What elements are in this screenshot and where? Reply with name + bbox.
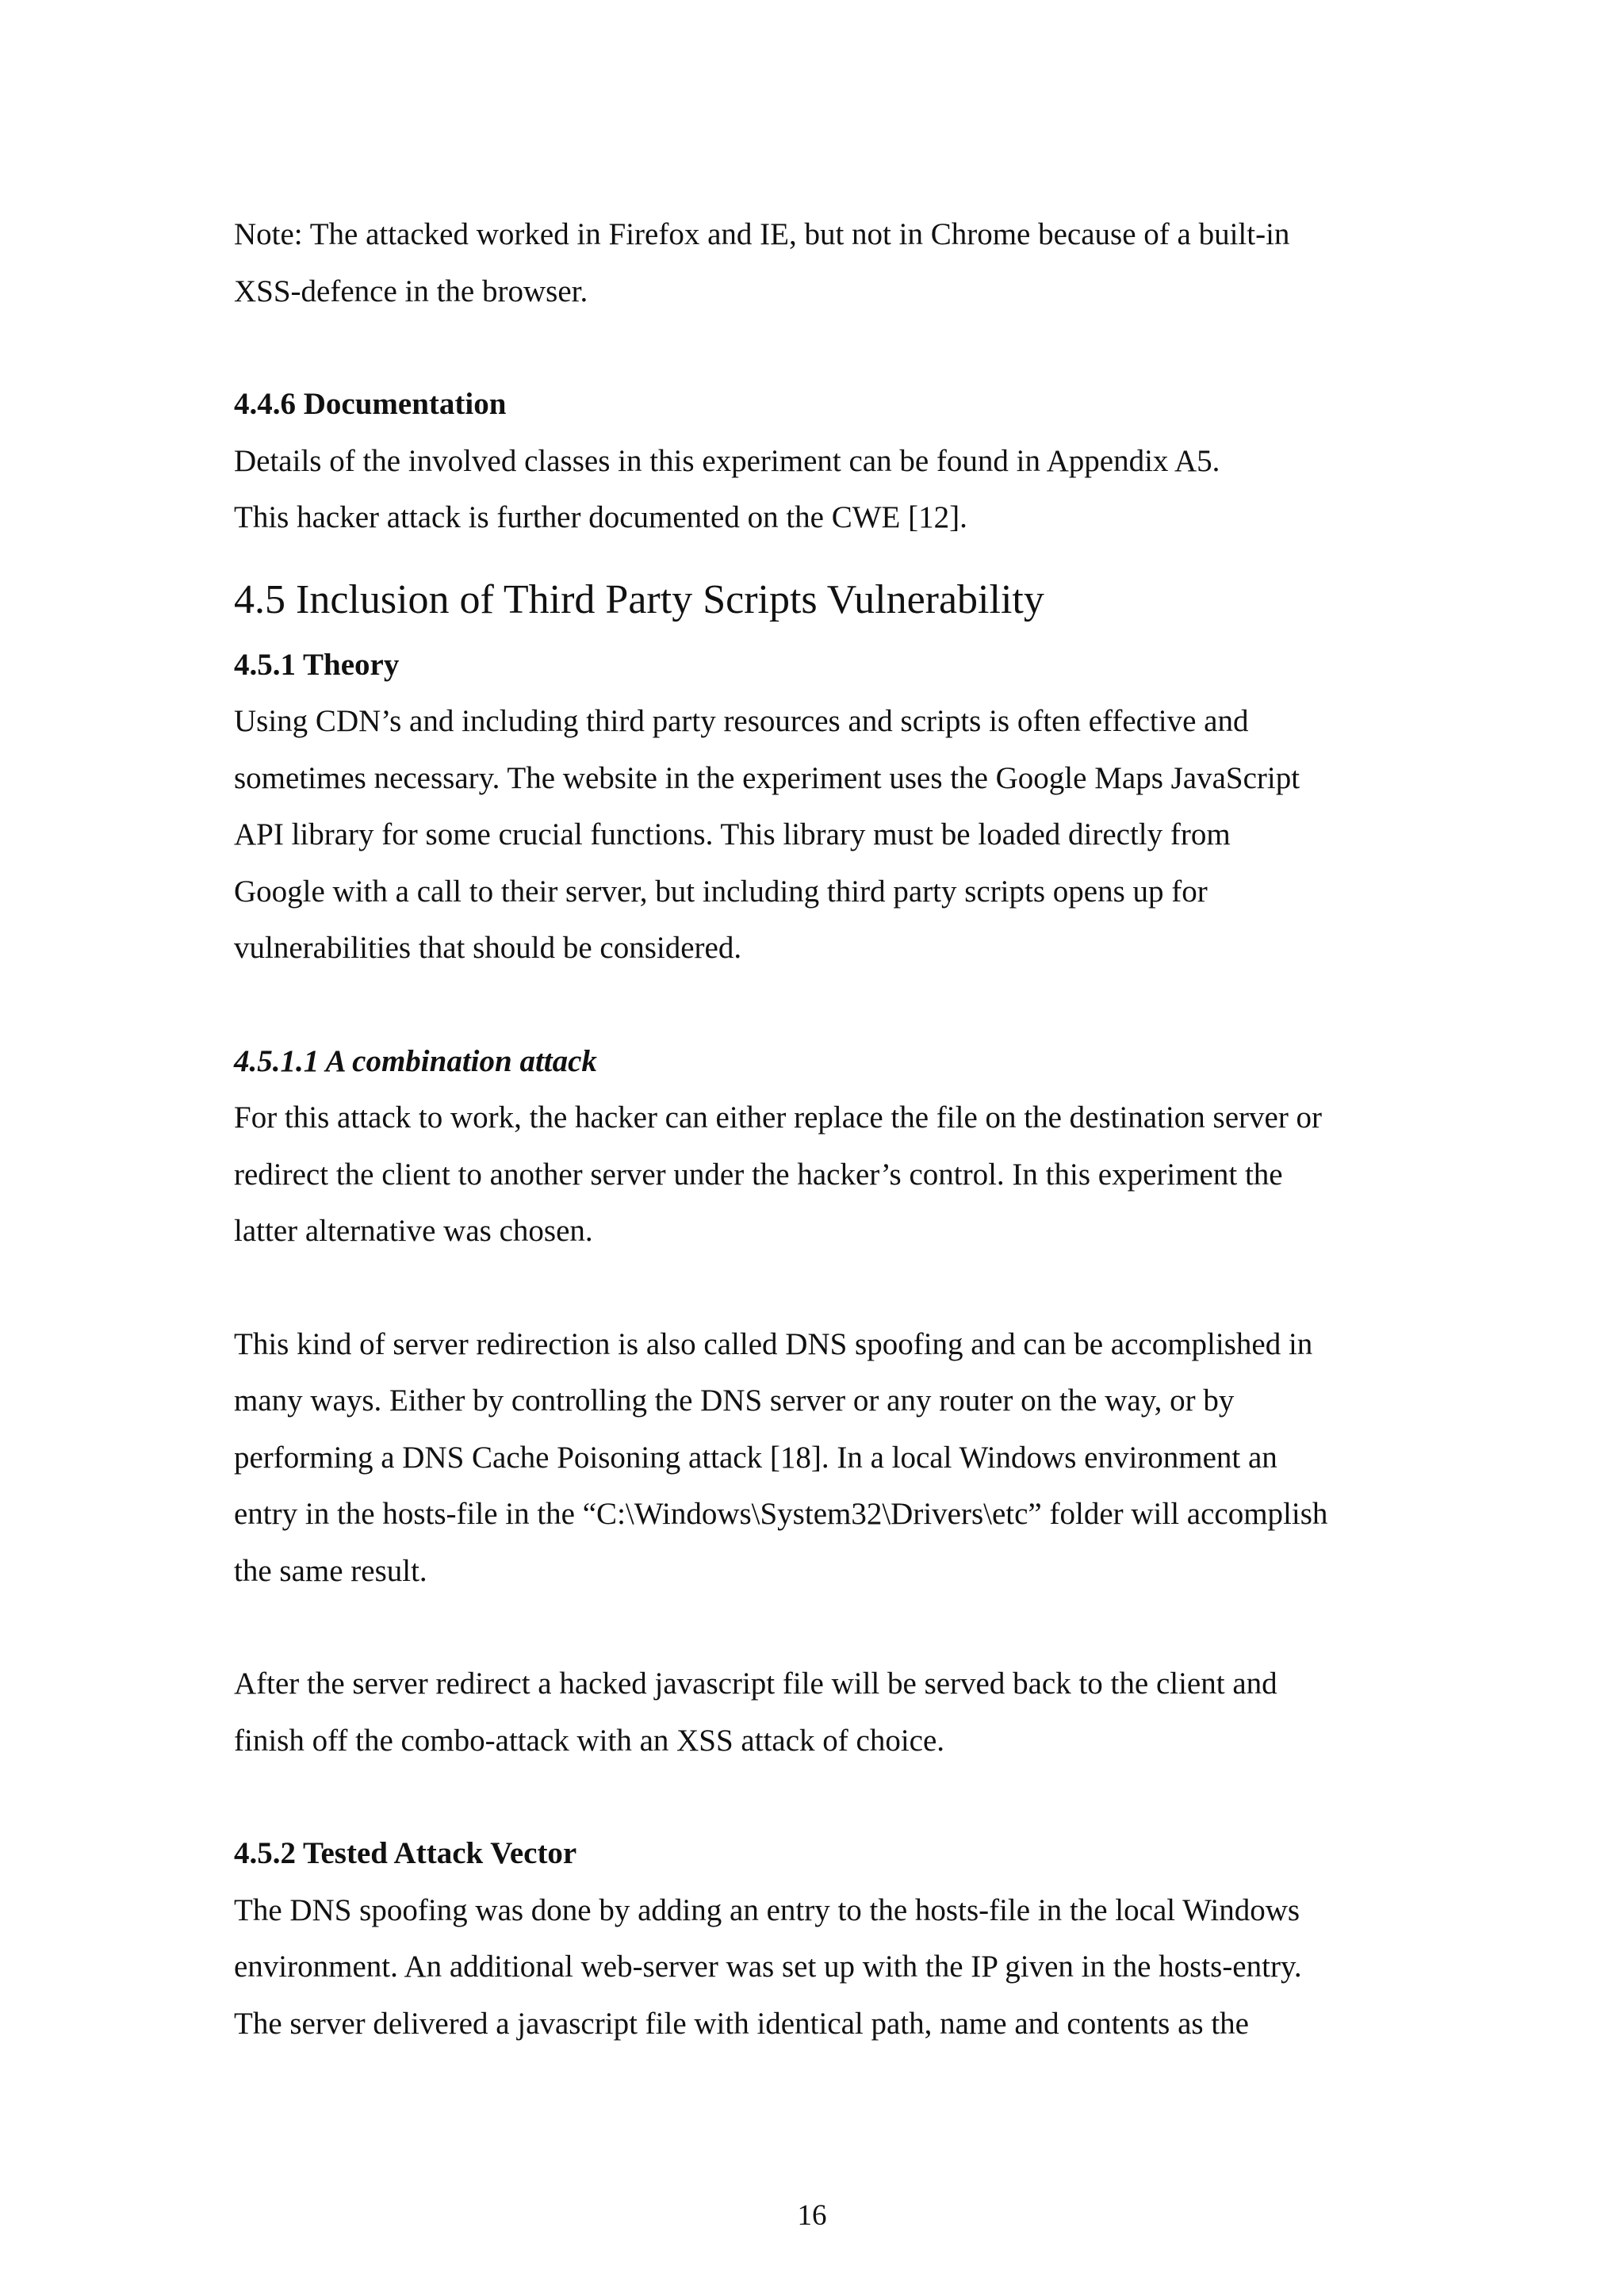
text-line: performing a DNS Cache Poisoning attack [18]. In a local Windows environment an: [234, 1440, 1277, 1475]
heading-theory: 4.5.1 Theory: [234, 647, 400, 682]
heading-combination-attack: 4.5.1.1 A combination attack: [234, 1043, 597, 1078]
paragraph-gap: [234, 977, 1408, 1033]
heading-section-4-5: 4.5 Inclusion of Third Party Scripts Vulnerability: [234, 576, 1044, 622]
text-line: latter alternative was chosen.: [234, 1214, 593, 1248]
text-line: finish off the combo-attack with an XSS attack of choice.: [234, 1723, 945, 1758]
text-line: environment. An additional web-server was set up with the IP given in the hosts-entry.: [234, 1950, 1302, 1984]
text-line: Note: The attacked worked in Firefox and IE, but not in Chrome because of a built-in: [234, 217, 1290, 251]
paragraph-gap: [234, 1260, 1408, 1316]
text-line: Using CDN’s and including third party resources and scripts is often effective and: [234, 704, 1249, 738]
text-line: After the server redirect a hacked javascript file will be served back to the client and: [234, 1667, 1277, 1701]
heading-documentation: 4.4.6 Documentation: [234, 387, 507, 421]
heading-tested-attack-vector: 4.5.2 Tested Attack Vector: [234, 1836, 577, 1870]
tested-attack-vector-paragraph: [234, 1882, 1408, 2053]
text-line: entry in the hosts-file in the “C:\Windows\System32\Drivers\etc” folder will accomplish: [234, 1497, 1328, 1531]
text-line: The DNS spoofing was done by adding an entry to the hosts-file in the local Windows: [234, 1892, 1300, 1927]
text-line: many ways. Either by controlling the DNS server or any router on the way, or by: [234, 1383, 1235, 1418]
combination-attack-paragraph-3: [234, 1655, 1408, 1769]
text-line: API library for some crucial functions. This library must be loaded directly from: [234, 817, 1231, 851]
text-line: This kind of server redirection is also called DNS spoofing and can be accomplished in: [234, 1326, 1313, 1361]
text-line: XSS-defence in the browser.: [234, 274, 588, 308]
paragraph-gap: [234, 320, 1408, 376]
text-line: Details of the involved classes in this experiment can be found in Appendix A5.: [234, 443, 1220, 478]
note-paragraph: [234, 206, 1408, 320]
text-line: vulnerabilities that should be considered.: [234, 931, 742, 965]
text-line: redirect the client to another server under the hacker’s control. In this experiment the: [234, 1157, 1283, 1192]
text-line: sometimes necessary. The website in the experiment uses the Google Maps JavaScript: [234, 760, 1300, 795]
paragraph-gap: [234, 1599, 1408, 1655]
documentation-paragraph: [234, 433, 1408, 546]
page-number: 16: [797, 2199, 827, 2232]
paragraph-gap: [234, 1769, 1408, 1825]
text-line: The server delivered a javascript file with identical path, name and contents as the: [234, 2006, 1249, 2041]
combination-attack-paragraph-2: [234, 1316, 1408, 1600]
text-line: For this attack to work, the hacker can either replace the file on the destination server or: [234, 1100, 1323, 1135]
combination-attack-paragraph-1: [234, 1089, 1408, 1260]
page-content: [234, 206, 1408, 2052]
text-line: Google with a call to their server, but including third party scripts opens up for: [234, 874, 1208, 909]
theory-paragraph: [234, 693, 1408, 977]
text-line: the same result.: [234, 1553, 427, 1588]
text-line: This hacker attack is further documented on the CWE [12].: [234, 500, 967, 534]
